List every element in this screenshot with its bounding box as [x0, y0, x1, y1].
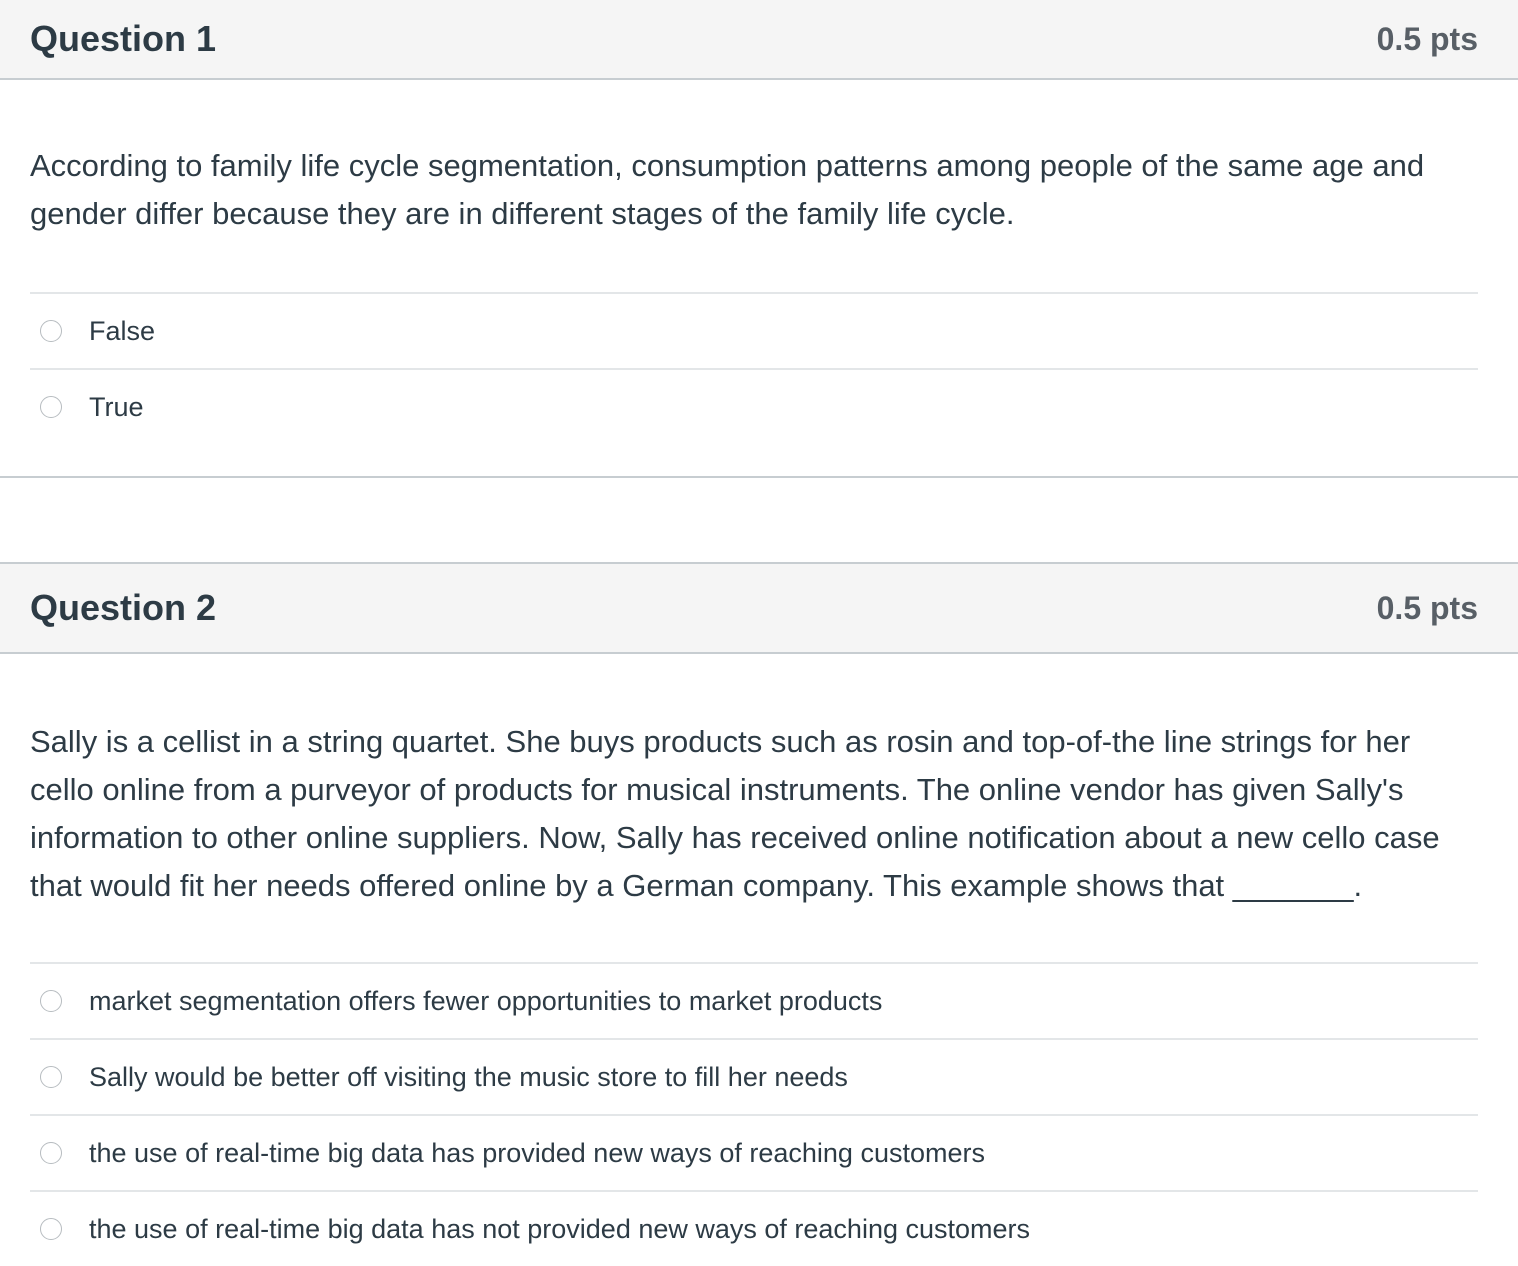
- answer-option-true[interactable]: [30, 370, 1478, 444]
- radio-button[interactable]: [40, 1218, 62, 1240]
- question-text: Sally is a cellist in a string quartet. She buys products such as rosin and top-of-the line strings for her cello online from a purveyor of products for musical instruments. The online vendor has given Sally's information to other online suppliers. Now, Sally has received online notification about a new cello case that would fit her needs offered online by a German company. This example shows that _______.: [30, 724, 1440, 903]
- answer-option-2[interactable]: [30, 1040, 1478, 1116]
- question-2: [0, 562, 1518, 1264]
- answer-label: Sally would be better off visiting the music store to fill her needs: [89, 1061, 848, 1092]
- answer-list: [30, 962, 1478, 1266]
- answer-option-3[interactable]: [30, 1116, 1478, 1192]
- radio-button[interactable]: [40, 320, 62, 342]
- radio-button[interactable]: [40, 1142, 62, 1164]
- question-points: 0.5 pts: [1376, 20, 1478, 57]
- answer-label: False: [89, 315, 156, 346]
- answer-label: market segmentation offers fewer opportunities to market products: [89, 985, 883, 1016]
- radio-button[interactable]: [40, 1066, 62, 1088]
- answer-option-false[interactable]: [30, 294, 1478, 370]
- question-title: Question 2: [30, 587, 217, 628]
- answer-label: the use of real-time big data has not provided new ways of reaching customers: [89, 1213, 1031, 1244]
- radio-button[interactable]: [40, 396, 62, 418]
- answer-label: True: [89, 391, 144, 422]
- radio-button[interactable]: [40, 990, 62, 1012]
- question-points: 0.5 pts: [1376, 589, 1478, 626]
- answer-list: [30, 292, 1478, 444]
- question-text: According to family life cycle segmentation, consumption patterns among people of the same age and gender differ because they are in different stages of the family life cycle.: [30, 148, 1425, 231]
- question-1: [0, 0, 1518, 478]
- question-header: [0, 0, 1518, 80]
- answer-label: the use of real-time big data has provided new ways of reaching customers: [89, 1137, 985, 1168]
- answer-option-1[interactable]: [30, 964, 1478, 1040]
- question-header: [0, 564, 1518, 654]
- answer-option-4[interactable]: [30, 1192, 1478, 1266]
- question-title: Question 1: [30, 18, 217, 59]
